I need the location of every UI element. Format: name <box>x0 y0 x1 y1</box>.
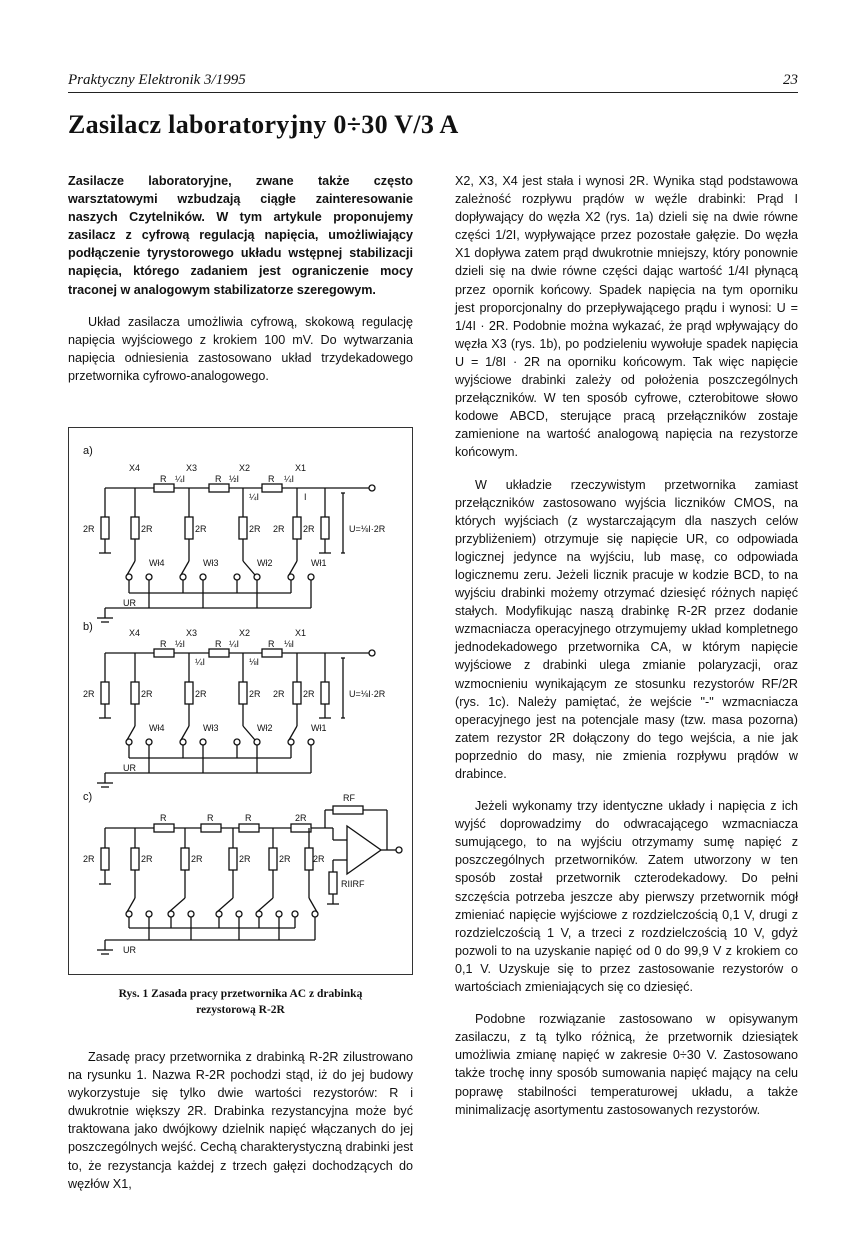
paragraph: X2, X3, X4 jest stała i wynosi 2R. Wynika stąd podstawowa zależność rozpływu prądów w węźle drabinki: Prąd I dopływający do węzła X2 (rys. 1a) dzieli się na dwie równe części 1/2I, wypływające przez pozostałe gałęzie. Do węzła X1 dopływa zatem prąd dwukrotnie mniejszy, który ponownie dzieli się na dwie równe części dając wartość 1/4I płynącą przez opornik końcowy. Spadek napięcia na tym oporniku jest proporcjonalny do przepływającego prądu i wynosi: U = 1/4I · 2R. Podobnie można wykazać, że prąd wpływający do węzła X3 (rys. 1b), po podzieleniu wywołuje spadek napięcia U = 1/8I · 2R na oporniku końcowym. Tak więc napięcie wyjściowe drabinki zależy od położenia poszczególnych przełączników. W ten sposób cyfrowe, czterobitowe słowo kodowe ABCD, sterujące pracą przełączników zostaje zamienione na wartość analogową napięcia na rezystorze końcowym. <box>455 174 798 460</box>
feedback-resistor-label: RF <box>343 793 355 803</box>
resistor-label: 2R <box>273 689 285 699</box>
current-label: ½I <box>175 639 186 649</box>
current-label: ⅛I <box>284 639 295 649</box>
reference-voltage-label: UR <box>123 945 136 955</box>
resistor-label: 2R <box>273 524 285 534</box>
switch-label-wl3: Wł3 <box>203 558 219 568</box>
resistor-label: 2R <box>239 854 251 864</box>
switch-label-wl1: Wł1 <box>311 558 327 568</box>
output-voltage-label: U=⅛I·2R <box>349 524 386 534</box>
caption-line: rezystorową R-2R <box>196 1004 285 1016</box>
current-label: ¼I <box>229 639 240 649</box>
resistor-label: 2R <box>141 689 153 699</box>
right-column <box>455 172 798 1119</box>
resistor-label: 2R <box>279 854 291 864</box>
resistor-label: R <box>245 813 252 823</box>
resistor-label: R <box>207 813 214 823</box>
reference-voltage-label: UR <box>123 763 136 773</box>
resistor-label: R <box>160 639 167 649</box>
circuit-diagram <box>69 428 412 974</box>
panel-label-c: c) <box>83 791 93 803</box>
resistor-label: 2R <box>303 524 315 534</box>
left-column-continued <box>68 1048 413 1193</box>
switch-label-wl4: Wł4 <box>149 723 165 733</box>
reference-voltage-label: UR <box>123 598 136 608</box>
switch-label-wl2: Wł2 <box>257 723 273 733</box>
paragraph: Podobne rozwiązanie zastosowano w opisywanym zasilaczu, z tą tylko różnicą, że przetwornik dziesiątek umożliwia zmianę napięć w zakresie 0÷30 V. Zastosowano także trochę inny sposób sumowania napięć mający na celu poprawę stabilności temperaturowej układu, a także minimalizację asortymentu zastosowanych rezystorów. <box>455 1012 798 1117</box>
resistor-label: R <box>268 474 275 484</box>
resistor-label: R <box>160 813 167 823</box>
current-label: I <box>304 492 307 502</box>
article-title: Zasilacz laboratoryjny 0÷30 V/3 A <box>68 110 459 139</box>
current-label: ¼I <box>195 657 206 667</box>
paragraph: Jeżeli wykonamy trzy identyczne układy i napięcia z ich wyjść doprowadzimy do odwracającego wzmacniacza sumującego, to na wyjściu otrzymamy sumę napięć z poszczególnych przetworników. Zatem utworzony w ten sposób został przetwornik czterodekadowy. Do pełni szczęścia potrzeba jeszcze aby pierwszy przetwornik mógł zmieniać napięcie wyjściowe z rozdzielczością 0,1 V, drugi z rozdzielczością 1 V, a trzeci z rozdzielczością 10 V, gdyż pozwoli to na uzyskanie napięć od 0 do 99,9 V z krokiem co 0,1 V. Uzyskuje się to przez zastosowanie rezystorów o wartościach zmieniających się co dziesięć. <box>455 799 798 995</box>
node-label-x3: X3 <box>186 628 198 638</box>
resistor-label: 2R <box>295 813 307 823</box>
paragraph: Zasadę pracy przetwornika z drabinką R-2R zilustrowano na rysunku 1. Nazwa R-2R pochodzi stąd, iż do jej budowy wykorzystuje się tylko dwie wartości rezystorów: R i dwukrotnie większy 2R. Drabinka rezystancyjna może być traktowana jako dwójkowy dzielnik napięć włączanych do jej poszczególnych wejść. Cechą charakterystyczną drabinki jest to, że rezystancja każdej z trzech gałęzi dochodzących do węzłów X1, <box>68 1050 413 1191</box>
bias-resistor-label: RIIRF <box>341 879 365 889</box>
figure-caption <box>68 986 413 1018</box>
running-header <box>68 70 798 93</box>
resistor-label: 2R <box>313 854 325 864</box>
resistor-label: 2R <box>141 854 153 864</box>
resistor-label: R <box>160 474 167 484</box>
resistor-label: 2R <box>83 689 95 699</box>
resistor-label: 2R <box>83 854 95 864</box>
current-label: ½I <box>229 474 240 484</box>
switch-label-wl2: Wł2 <box>257 558 273 568</box>
node-label-x1: X1 <box>295 463 307 473</box>
current-label: ⅛I <box>249 657 260 667</box>
node-label-x1: X1 <box>295 628 307 638</box>
resistor-label: 2R <box>249 524 261 534</box>
node-label-x4: X4 <box>129 628 141 638</box>
figure-circuit <box>68 427 413 975</box>
node-label-x4: X4 <box>129 463 141 473</box>
resistor-label: 2R <box>303 689 315 699</box>
node-label-x2: X2 <box>239 463 251 473</box>
panel-label-a: a) <box>83 445 93 457</box>
current-label: ¼I <box>175 474 186 484</box>
resistor-label: 2R <box>191 854 203 864</box>
node-label-x3: X3 <box>186 463 198 473</box>
resistor-label: 2R <box>249 689 261 699</box>
switch-label-wl4: Wł4 <box>149 558 165 568</box>
resistor-label: R <box>215 474 222 484</box>
page-number: 23 <box>783 72 798 88</box>
node-label-x2: X2 <box>239 628 251 638</box>
output-voltage-label: U=⅛I·2R <box>349 689 386 699</box>
left-column <box>68 172 413 385</box>
panel-label-b: b) <box>83 621 93 633</box>
current-label: ¼I <box>284 474 295 484</box>
switch-label-wl3: Wł3 <box>203 723 219 733</box>
switch-label-wl1: Wł1 <box>311 723 327 733</box>
paragraph: W układzie rzeczywistym przetwornika zamiast przełączników zastosowano wyjścia liczników CMOS, na których wyjściach (z wystarczającym dla naszych celów przybliżeniem) otrzymuje się napięcie UR, co odpowiada logicznej jedynce na wyjściu, lub masę, co odpowiada logicznemu zeru. Jeżeli licznik pracuje w kodzie BCD, to na wyjściu drabinki możemy otrzymać dziesięć różnych napięć stałych. Modyfikując naszą drabinkę R-2R przez dodanie wzmacniacza operacyjnego otrzymujemy układ kompletnego jednodekadowego przetwornika CA, w którym napięcie wyjściowe z drabinki ulega zmianie polaryzacji, oraz wzmocnieniu wynikającym ze stosunku rezystorów RF/2R (rys. 1c). Należy pamiętać, że wejście "-" wzmacniacza operacyjnego jest na potencjale masy (tzw. masa pozorna) zatem rezystor 2R dołączony do tego wejścia, a nie jak poprzednio do masy, nie zmienia rozpływu prądów w drabince. <box>455 477 798 781</box>
resistor-label: R <box>268 639 275 649</box>
resistor-label: 2R <box>83 524 95 534</box>
paragraph: Układ zasilacza umożliwia cyfrową, skokową regulację napięcia wyjściowego z krokiem 100 mV. Do wytwarzania napięcia odniesienia zastosowano układ trzydekadowego przetwornika cyfrowo-analogowego. <box>68 314 413 383</box>
lead-paragraph: Zasilacze laboratoryjne, zwane także często warsztatowymi wzbudzają ciągłe zainteresowanie naszych Czytelników. W tym artykule proponujemy zasilacz z cyfrową regulacją napięcia, umożliwiający podłączenie tyrystorowego układu wstępnej stabilizacji napięcia, którego zadaniem jest ograniczenie mocy traconej w analogowym stabilizatorze szeregowym. <box>68 174 413 297</box>
resistor-label: 2R <box>195 689 207 699</box>
current-label: ¼I <box>249 492 260 502</box>
resistor-label: R <box>215 639 222 649</box>
caption-line: Rys. 1 Zasada pracy przetwornika AC z drabinką <box>118 988 363 1000</box>
journal-name: Praktyczny Elektronik 3/1995 <box>68 72 246 88</box>
resistor-label: 2R <box>195 524 207 534</box>
resistor-label: 2R <box>141 524 153 534</box>
